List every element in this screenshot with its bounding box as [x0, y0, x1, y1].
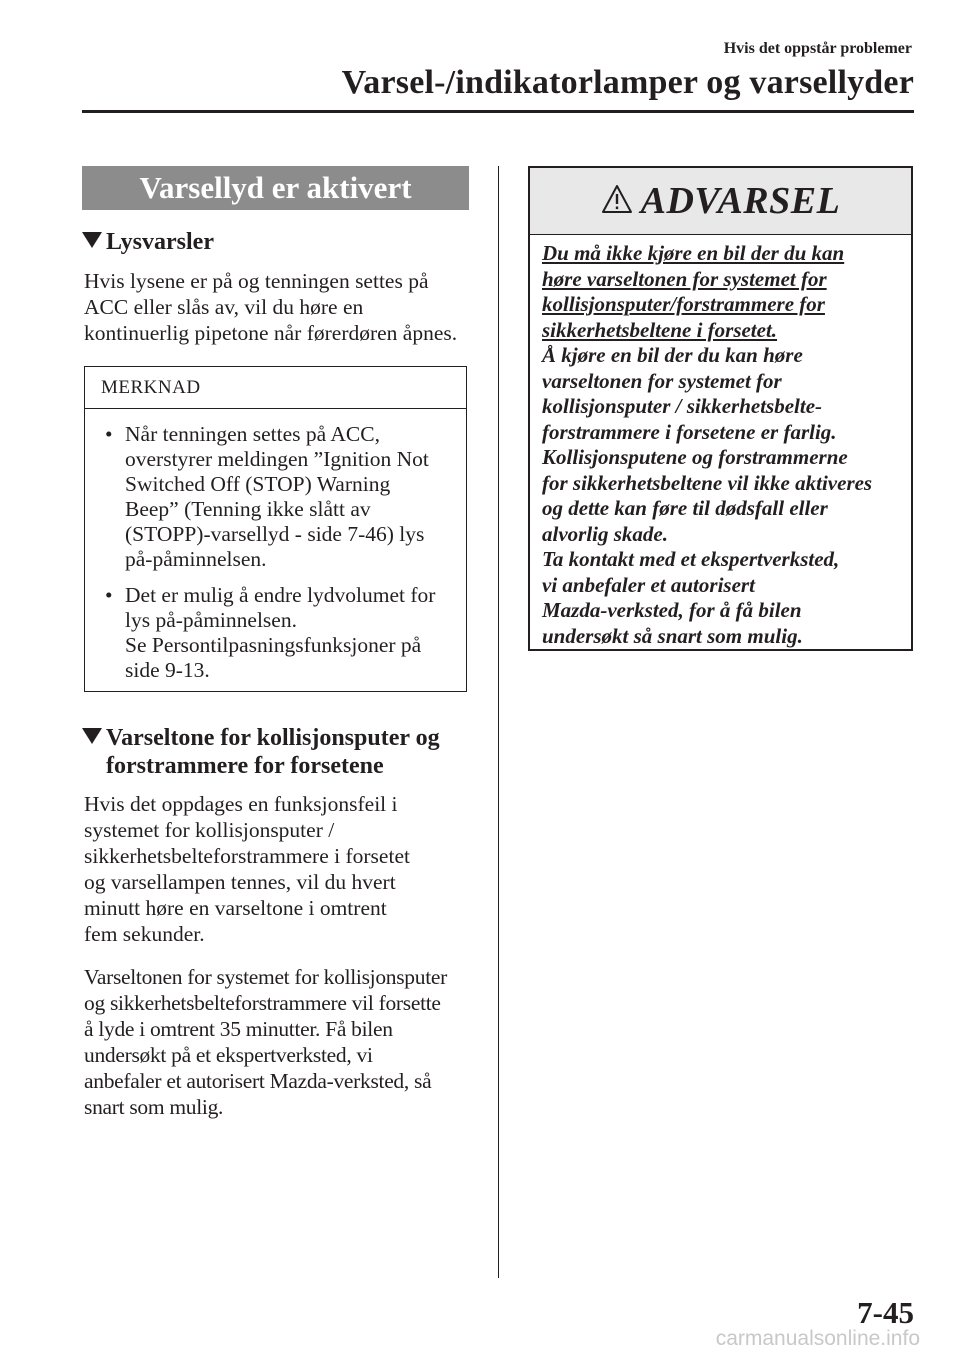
- warning-line: sikkerhetsbeltene i forsetet.: [542, 317, 778, 342]
- warning-line: for sikkerhetsbeltene vil ikke aktiveres: [542, 470, 873, 495]
- warning-line: varseltonen for systemet for: [542, 368, 782, 393]
- text-line: anbefaler et autorisert Mazda-verksted, så: [84, 1069, 432, 1093]
- lysvarsler-heading-text: Lysvarsler: [106, 229, 214, 255]
- warning-line: vi anbefaler et autorisert: [542, 572, 755, 597]
- warning-line: alvorlig skade.: [542, 521, 668, 546]
- warning-body: [530, 235, 911, 649]
- warning-line: og dette kan føre til dødsfall eller: [542, 496, 828, 520]
- section-banner: Varsellyd er aktivert: [82, 166, 469, 210]
- warning-line: Kollisjonsputene og forstrammerne: [542, 445, 848, 469]
- page-title: Varsel-/indikatorlamper og varsellyder: [341, 64, 914, 101]
- warning-title: ADVARSEL: [640, 180, 841, 222]
- note-label: MERKNAD: [85, 367, 466, 409]
- warning-line: undersøkt så snart som mulig.: [542, 623, 803, 648]
- note-item: [85, 422, 466, 572]
- chapter-label: Hvis det oppstår problemer: [723, 40, 912, 57]
- text-line: ACC eller slås av, vil du høre en: [84, 295, 364, 319]
- lysvarsler-paragraph: [84, 268, 457, 346]
- airbag-paragraph-2: [84, 964, 447, 1120]
- watermark: carmanualsonline.info: [715, 1327, 920, 1350]
- lysvarsler-heading: [82, 228, 214, 256]
- text-line: Hvis det oppdages en funksjonsfeil i: [84, 792, 398, 816]
- text-line: Switched Off (STOP) Warning: [125, 472, 391, 496]
- triangle-marker-icon: [82, 728, 102, 744]
- airbag-paragraph-1: [84, 791, 410, 947]
- text-line: snart som mulig.: [84, 1095, 224, 1119]
- text-line: (STOPP)-varsellyd - side 7-46) lys: [125, 522, 425, 546]
- text-line: på-påminnelsen.: [125, 547, 267, 571]
- text-line: Når tenningen settes på ACC,: [125, 422, 380, 446]
- text-line: systemet for kollisjonsputer /: [84, 818, 335, 842]
- text-line: Hvis lysene er på og tenningen settes på: [84, 269, 429, 293]
- text-line: undersøkt på et ekspertverksted, vi: [84, 1043, 373, 1067]
- text-line: Se Persontilpasningsfunksjoner på: [125, 633, 422, 657]
- warning-line: Mazda-verksted, for å få bilen: [542, 598, 802, 622]
- header-rule: [82, 110, 914, 113]
- text-line: fem sekunder.: [84, 922, 205, 946]
- warning-box: [528, 166, 913, 651]
- bullet-icon: •: [105, 583, 113, 607]
- warning-line: kollisjonsputer / sikkerhetsbelte-: [542, 394, 823, 418]
- text-line: sikkerhetsbelteforstrammere i forsetet: [84, 844, 410, 868]
- note-box: [84, 366, 467, 692]
- text-line: kontinuerlig pipetone når førerdøren åpnes.: [84, 321, 458, 345]
- warning-line: kollisjonsputer/forstrammere for: [542, 292, 825, 316]
- text-line: Varseltonen for systemet for kollisjonsputer: [84, 965, 447, 989]
- triangle-marker-icon: [82, 232, 102, 248]
- warning-triangle-icon: [601, 184, 633, 219]
- text-line: Det er mulig å endre lydvolumet for: [125, 583, 436, 607]
- text-line: side 9-13.: [125, 658, 210, 682]
- warning-header: [530, 168, 911, 235]
- text-line: Beep” (Tenning ikke slått av: [125, 497, 371, 521]
- text-line: å lyde i omtrent 35 minutter. Få bilen: [84, 1017, 393, 1041]
- warning-line: forstrammere i forsetene er farlig.: [542, 419, 837, 444]
- text-line: og varsellampen tennes, vil du hvert: [84, 870, 396, 894]
- text-line: lys på-påminnelsen.: [125, 608, 297, 632]
- warning-line: høre varseltonen for systemet for: [542, 266, 827, 291]
- column-divider: [498, 166, 499, 1278]
- airbag-heading-line: Varseltone for kollisjonsputer og: [106, 725, 440, 751]
- warning-line: Du må ikke kjøre en bil der du kan: [542, 241, 845, 265]
- text-line: overstyrer meldingen ”Ignition Not: [125, 447, 429, 471]
- airbag-heading-line: forstrammere for forsetene: [106, 753, 384, 779]
- airbag-heading: [82, 724, 440, 780]
- warning-line: Ta kontakt med et ekspertverksted,: [542, 547, 840, 571]
- page-number: 7-45: [857, 1295, 914, 1330]
- warning-line: Å kjøre en bil der du kan høre: [542, 343, 803, 367]
- text-line: og sikkerhetsbelteforstrammere vil forsette: [84, 991, 441, 1015]
- text-line: minutt høre en varseltone i omtrent: [84, 896, 387, 920]
- bullet-icon: •: [105, 422, 113, 446]
- note-item: [85, 583, 466, 683]
